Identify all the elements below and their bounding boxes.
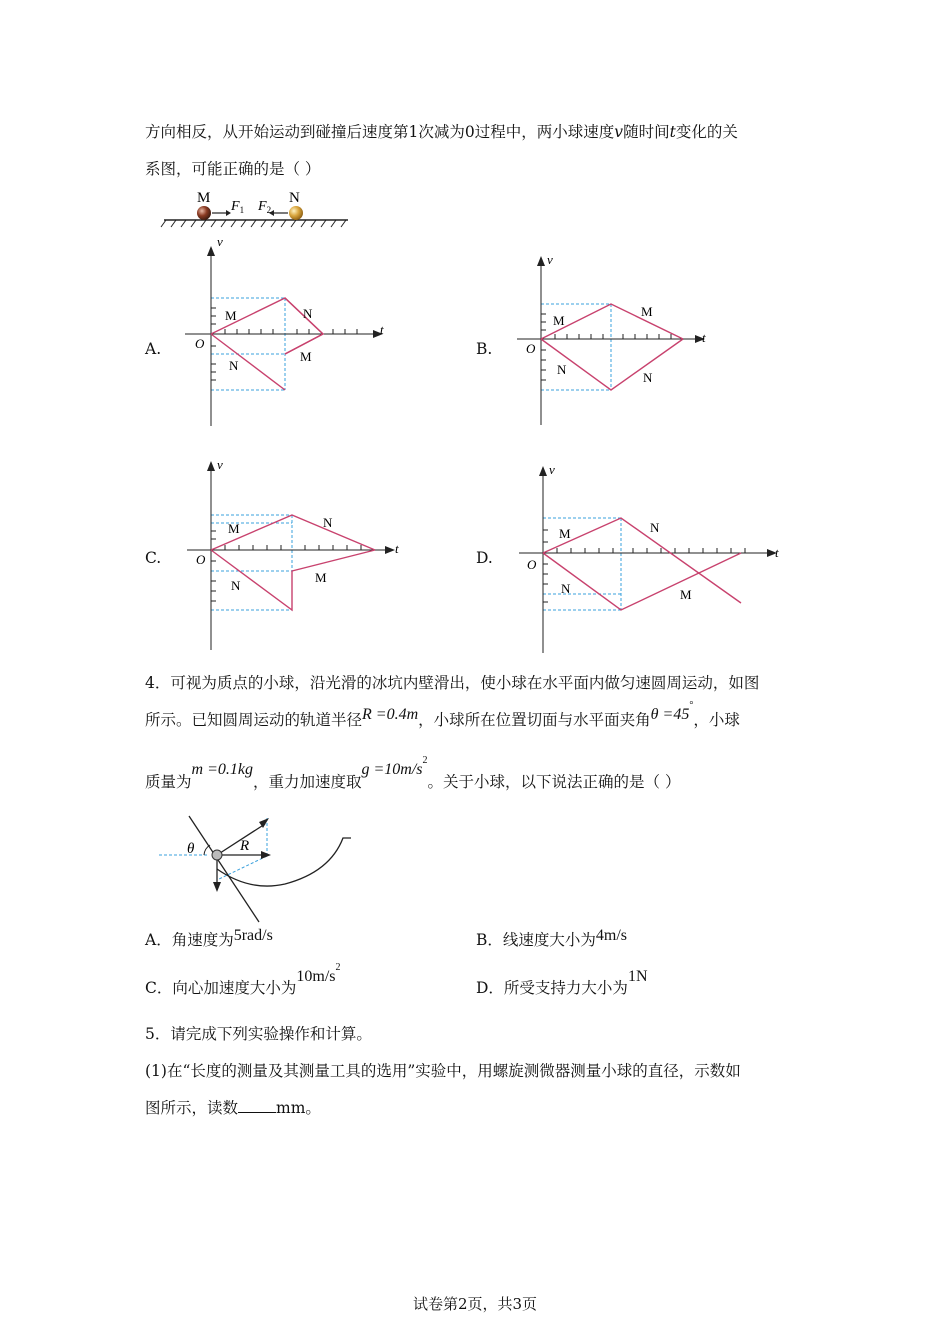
- q4-line-1: 4．可视为质点的小球，沿光滑的冰坑内壁滑出，使小球在水平面内做匀速圆周运动，如图: [145, 674, 760, 692]
- graph-b: [515, 250, 725, 440]
- q5-text: mm。: [276, 1099, 321, 1117]
- mass-eq: m =0.1kg: [191, 761, 253, 778]
- axis-v-label: v: [547, 252, 553, 267]
- axis-t-label: t: [380, 322, 384, 337]
- line-label: M: [559, 526, 571, 541]
- line-label: M: [680, 587, 692, 602]
- q3-text: 过程中，两小球速度: [474, 123, 615, 141]
- ball-n: [289, 206, 303, 220]
- q3-line-1: [145, 120, 738, 142]
- force1-label: F: [231, 199, 240, 214]
- axis-t-label: t: [775, 545, 779, 560]
- q3-text: 方向相反，从开始运动到碰撞后速度第: [145, 123, 409, 141]
- line-label: N: [323, 515, 333, 530]
- q4-line-2: [145, 700, 740, 730]
- q4-text: 所示。已知圆周运动的轨道半径: [145, 711, 363, 729]
- graph-a-option: A.: [145, 340, 162, 358]
- exponent: 2: [422, 755, 428, 766]
- q5-line-2: (1)在“长度的测量及其测量工具的选用”实验中，用螺旋测微器测量小球的直径，示数如: [145, 1062, 741, 1080]
- axis-v-label: v: [217, 457, 223, 472]
- line-label: N: [643, 370, 653, 385]
- theta-label: θ: [187, 841, 195, 857]
- q5-text: 图所示，读数: [145, 1099, 239, 1117]
- option-value: 4m/s: [595, 927, 628, 944]
- answer-blank: [238, 1098, 276, 1113]
- graph-a: [185, 234, 395, 432]
- origin-label: O: [527, 557, 537, 572]
- q3-balls-figure: [158, 186, 358, 236]
- exponent: 2: [335, 962, 341, 973]
- q3-var: v: [614, 123, 624, 141]
- gravity-eq: g =10m/s: [361, 761, 423, 778]
- option-label: B．线速度大小为: [476, 931, 596, 949]
- q4-option-b: [476, 928, 627, 950]
- q4-text: 。关于小球，以下说法正确的是（ ）: [427, 773, 681, 791]
- ball-m: [197, 206, 211, 220]
- q4-circular-motion-figure: [155, 812, 375, 932]
- option-value: 1N: [627, 968, 648, 985]
- origin-label: O: [195, 336, 205, 351]
- ball-m-label: M: [197, 190, 211, 206]
- q4-line-3: [145, 755, 681, 792]
- line-label: N: [557, 362, 567, 377]
- q3-line-2: 系图，可能正确的是（ ）: [145, 160, 321, 178]
- graph-c-option: C.: [145, 549, 162, 567]
- q3-text: 随时间: [623, 123, 670, 141]
- origin-label: O: [196, 552, 206, 567]
- force1-sub: 1: [239, 205, 245, 215]
- degree-sign: °: [689, 700, 694, 711]
- q3-var: t: [669, 123, 676, 141]
- q4-option-d: [476, 968, 648, 998]
- graph-d-option: D.: [476, 549, 493, 567]
- graph-b-option: B.: [476, 340, 493, 358]
- q5-line-3: [145, 1096, 321, 1118]
- radius-eq: R =0.4m: [362, 706, 419, 723]
- q3-text: 变化的关: [675, 123, 738, 141]
- q4-text: ，小球所在位置切面与水平面夹角: [418, 711, 651, 729]
- line-label: N: [229, 358, 239, 373]
- q4-text: 质量为: [145, 773, 192, 791]
- axis-t-label: t: [395, 541, 399, 556]
- line-label: M: [225, 308, 237, 323]
- line-label: N: [650, 520, 660, 535]
- axis-v-label: v: [217, 234, 223, 249]
- svg-text:F2: [257, 199, 271, 215]
- option-label: A．角速度为: [145, 931, 234, 949]
- force2-sub: 2: [266, 205, 272, 215]
- q4-text: ，重力加速度取: [252, 773, 362, 791]
- force2-label: F: [258, 199, 267, 214]
- q3-num: 1: [408, 123, 419, 141]
- line-label: M: [315, 570, 327, 585]
- line-label: N: [231, 578, 241, 593]
- q4-option-a: [145, 928, 273, 950]
- axis-t-label: t: [702, 330, 706, 345]
- radius-label: R: [240, 838, 250, 854]
- line-label: M: [300, 349, 312, 364]
- line-label: M: [553, 313, 565, 328]
- page-footer: 试卷第2页，共3页: [412, 1295, 538, 1313]
- svg-text:F1: [230, 199, 244, 215]
- graph-d: [515, 458, 785, 653]
- axis-v-label: v: [549, 462, 555, 477]
- line-label: M: [228, 521, 240, 536]
- theta-eq: θ =45: [650, 706, 690, 723]
- ball: [212, 850, 222, 860]
- q5-line-1: 5．请完成下列实验操作和计算。: [145, 1025, 372, 1043]
- ball-n-label: N: [289, 190, 300, 206]
- origin-label: O: [526, 341, 536, 356]
- line-label: N: [303, 306, 313, 321]
- q3-num: 0: [464, 123, 475, 141]
- q3-text: 次减为: [418, 123, 465, 141]
- line-label: N: [561, 581, 571, 596]
- option-label: D．所受支持力大小为: [476, 979, 628, 997]
- option-label: C．向心加速度大小为: [145, 979, 297, 997]
- q4-option-c: [145, 962, 341, 998]
- q4-text: ，小球: [693, 711, 740, 729]
- option-value: 10m/s: [296, 968, 336, 985]
- option-value: 5rad/s: [233, 927, 273, 944]
- graph-c: [185, 455, 405, 650]
- line-label: M: [641, 304, 653, 319]
